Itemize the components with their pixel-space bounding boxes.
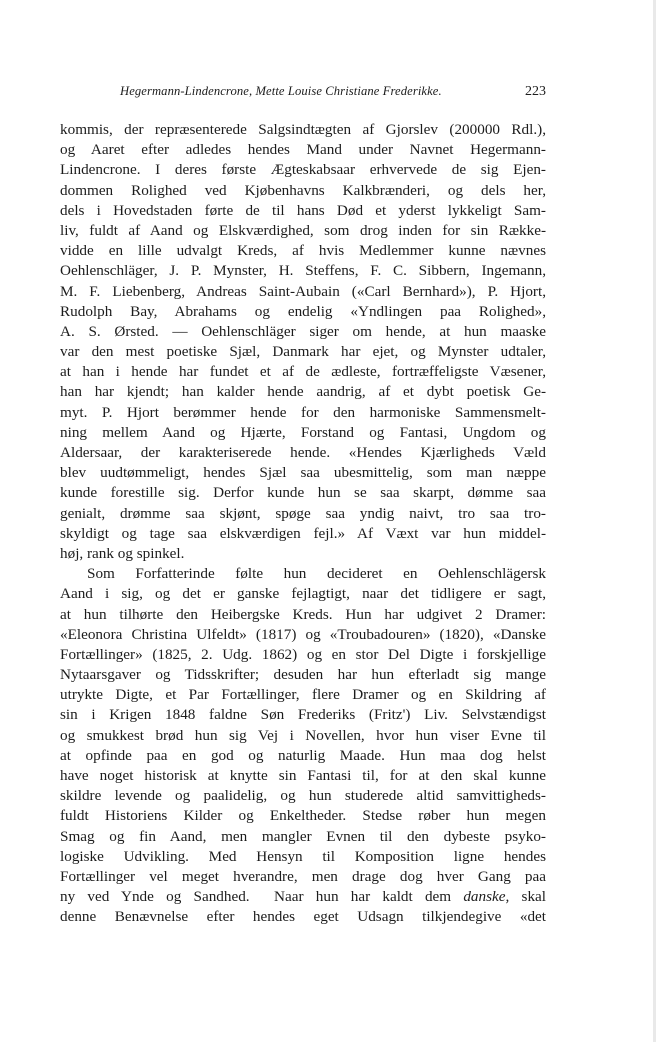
text-line: skyldigt og tage saa elskværdigen fejl.» Af Væxt var hun middel- xyxy=(60,524,546,542)
text-line: dommen Rolighed ved Kjøbenhavns Kalkbrænderi, og dels her, xyxy=(60,181,546,199)
text-line: A. S. Ørsted. — Oehlenschläger siger om hende, at hun maaske xyxy=(60,322,546,340)
paragraph-end-line: høj, rank og spinkel. xyxy=(60,544,185,562)
page-header xyxy=(60,80,546,104)
text-line: Aldersaar, der karakteriserede hende. «Hendes Kjærligheds Væld xyxy=(60,444,546,461)
text-line: Fortællinger vel meget hverandre, men drage dog hver Gang paa xyxy=(60,867,546,885)
text-line: Fortællinger» (1825, 2. Udg. 1862) og en stor Del Digte i forskjellige xyxy=(60,645,546,663)
text-line: Lindencrone. I deres første Ægteskabsaar erhvervede de sig Ejen- xyxy=(60,161,546,179)
text-line: logiske Udvikling. Med Hensyn til Komposition ligne hendes xyxy=(60,847,546,865)
text-line: liv, fuldt af Aand og Elskværdighed, som drog inden for sin Række- xyxy=(60,221,546,239)
text-line: at hun tilhørte den Heibergske Kreds. Hun har udgivet 2 Dramer: xyxy=(60,605,546,623)
text-line: denne Benævnelse efter hendes eget Udsagn tilkjendegive «det xyxy=(60,908,546,926)
italic-word: danske, xyxy=(463,888,510,906)
text-line: Oehlenschläger, J. P. Mynster, H. Steffens, F. C. Sibbern, Ingemann, xyxy=(60,262,546,280)
text-line: sin i Krigen 1848 faldne Søn Frederiks (Fritz') Liv. Selvstændigst xyxy=(60,706,546,724)
text-line: kunde forestille sig. Derfor kunde hun se saa skarpt, dømme saa xyxy=(60,484,546,502)
text-line: fuldt Historiens Kilder og Enkeltheder. Stedse røber hun megen xyxy=(60,807,546,825)
text-line: blev uudtømmeligt, hendes Sjæl saa ubesmittelig, som man næppe xyxy=(60,464,546,482)
text-line: M. F. Liebenberg, Andreas Saint-Aubain («Carl Bernhard»), P. Hjort, xyxy=(60,282,546,300)
text-line: han har kjendt; han kalder hende aandrig, af et dybt poetisk Ge- xyxy=(60,383,546,401)
text-line: og Aaret efter adledes hendes Mand under Navnet Hegermann- xyxy=(60,141,546,159)
text-line: have noget historisk at knytte sin Fantasi til, for at den skal kunne xyxy=(60,767,546,784)
text-line: genialt, drømme saa skjønt, spøge saa yndig naivt, tro saa tro- xyxy=(60,504,546,522)
text-line: vidde en lille udvalgt Kreds, af hvis Medlemmer kunne nævnes xyxy=(60,242,546,260)
text-line: skildre levende og paalidelig, og hun studerede altid samvittigheds- xyxy=(60,787,546,805)
paragraph-start-line: Som Forfatterinde følte hun decideret en Oehlenschlägersk xyxy=(87,565,546,583)
text-line: kommis, der repræsenterede Salgsindtægten af Gjorslev (200000 Rdl.), xyxy=(60,121,546,138)
running-head: Hegermann-Lindencrone, Mette Louise Christiane Frederikke. xyxy=(120,84,442,98)
text-line: Aand i sig, og det er ganske fejlagtigt, naar det tidligere er sagt, xyxy=(60,585,546,603)
text-line: ning mellem Aand og Hjærte, Forstand og Fantasi, Ungdom og xyxy=(60,423,546,441)
text-line: myt. P. Hjort berømmer hende for den harmoniske Sammensmelt- xyxy=(60,403,546,421)
text-line: Smag og fin Aand, men mangler Evnen til den dybeste psyko- xyxy=(60,827,546,845)
text-line: var den mest poetiske Sjæl, Danmark har ejet, og Mynster udtaler, xyxy=(60,343,546,361)
text-line: Rudolph Bay, Abrahams og endelig «Yndlingen paa Rolighed», xyxy=(60,302,546,320)
text-line: og smukkest brød hun sig Vej i Novellen, hvor hun viser Evne til xyxy=(60,726,546,744)
body-text xyxy=(60,120,546,928)
text-line: utrykte Digte, et Par Fortællinger, flere Dramer og en Skildring af xyxy=(60,686,546,704)
text-line-with-italic xyxy=(60,887,546,907)
text-line: at opfinde paa en god og naturlig Maade. Hun maa dog helst xyxy=(60,746,546,764)
page-number: 223 xyxy=(525,84,546,99)
text-segment: ny ved Ynde og Sandhed. Naar hun har kaldt dem xyxy=(60,888,452,906)
text-line: «Eleonora Christina Ulfeldt» (1817) og «Troubadouren» (1820), «Danske xyxy=(60,625,546,643)
text-line: Nytaarsgaver og Tidsskrifter; desuden har hun efterladt sig mange xyxy=(60,666,546,684)
text-segment: skal xyxy=(509,888,546,906)
text-line: at han i hende har fundet et af de ædleste, fortræffeligste Væsener, xyxy=(60,363,546,381)
text-line: dels i Hovedstaden førte de til hans Død et yderst lykkeligt Sam- xyxy=(60,201,546,219)
